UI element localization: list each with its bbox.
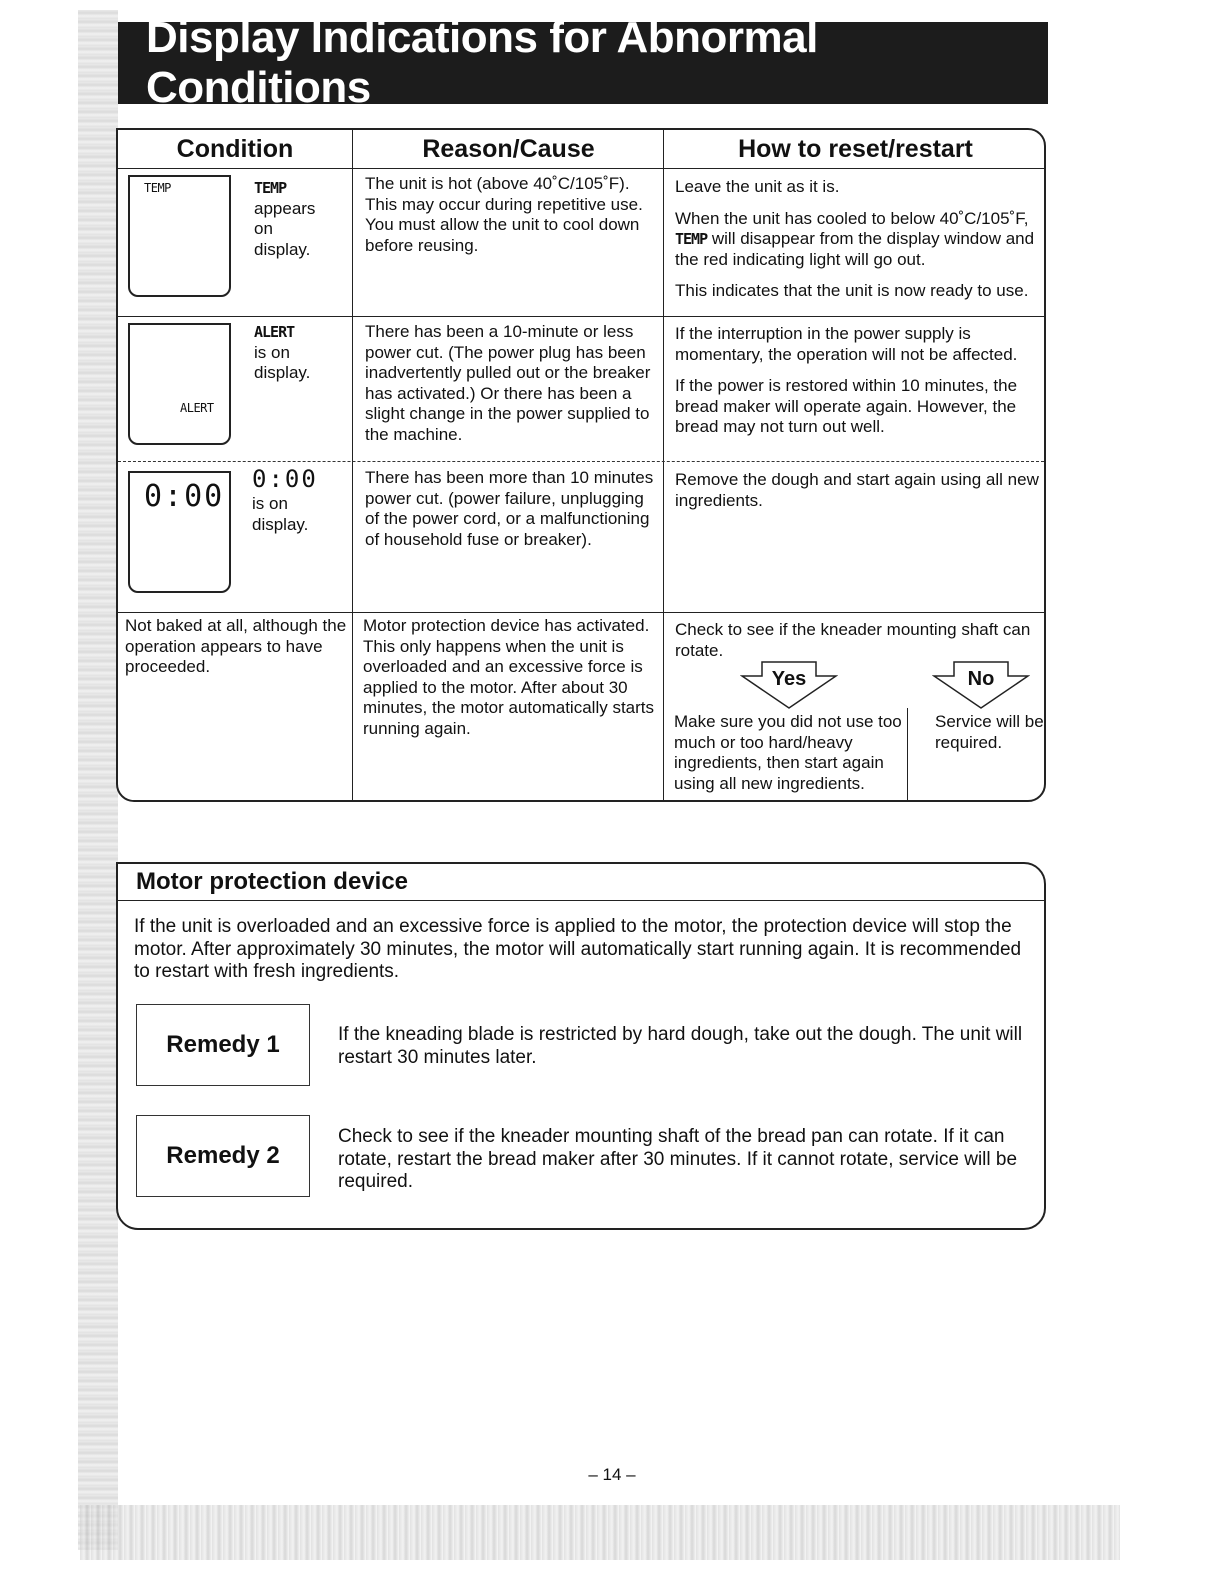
temp-reset-step: This indicates that the unit is now ready to use. bbox=[675, 281, 1029, 300]
column-divider bbox=[663, 130, 664, 800]
alert-display-tag: ALERT bbox=[180, 401, 214, 415]
alert-reset-step: If the power is restored within 10 minutes, the bread maker will operate again. However, the bread may not turn out well. bbox=[675, 376, 1018, 436]
scan-edge-shading bbox=[78, 10, 118, 1550]
abnormal-conditions-table bbox=[116, 128, 1046, 802]
no-text: Service will be required. bbox=[935, 712, 1044, 752]
zero-reset: Remove the dough and start again using all new ingredients. bbox=[675, 470, 1039, 510]
zero-label-line: display. bbox=[252, 514, 309, 534]
temp-reset bbox=[675, 177, 1041, 313]
alert-label-line: display. bbox=[254, 363, 311, 382]
remedy-1-text: If the kneading blade is restricted by hard dough, take out the dough. The unit will restart 30 minutes later. bbox=[338, 1024, 1023, 1068]
page-title: Display Indications for Abnormal Conditions bbox=[146, 13, 818, 112]
temp-tag: TEMP bbox=[254, 179, 287, 197]
temp-reset-step: When the unit has cooled to below 40˚C/105˚F, TEMP will disappear from the display window and the red indicating light will go out. bbox=[675, 208, 1035, 269]
page-number: – 14 – bbox=[588, 1465, 636, 1484]
header-condition: Condition bbox=[176, 134, 294, 163]
no-label: No bbox=[967, 668, 995, 690]
display-window-temp bbox=[128, 175, 231, 297]
temp-display-tag: TEMP bbox=[144, 181, 171, 195]
yes-no-divider bbox=[907, 708, 908, 802]
zero-label-line: is on bbox=[252, 494, 288, 513]
remedy-1-label: Remedy 1 bbox=[136, 1004, 310, 1086]
display-window-alert bbox=[128, 323, 231, 445]
no-arrow bbox=[932, 660, 1030, 710]
yes-text: Make sure you did not use too much or too hard/heavy ingredients, then start again using all new ingredients. bbox=[674, 712, 902, 793]
alert-reset-step: If the interruption in the power supply is momentary, the operation will not be affected. bbox=[675, 324, 1018, 364]
alert-reset bbox=[675, 324, 1041, 449]
motor-reset-intro: Check to see if the kneader mounting shaft can rotate. bbox=[675, 620, 1031, 660]
temp-label-line: display. bbox=[254, 239, 311, 259]
zero-condition-label bbox=[252, 464, 350, 535]
header-reason: Reason/Cause bbox=[422, 134, 595, 163]
alert-label-line: is on bbox=[254, 342, 290, 362]
motor-reason: Motor protection device has activated. This only happens when the unit is overloaded and an excessive force is applied to the motor. After about 30 minutes, the motor automatically starts running again. bbox=[363, 616, 655, 738]
header-rule bbox=[118, 168, 1044, 169]
temp-label-line: on bbox=[254, 219, 273, 238]
temp-reason: The unit is hot (above 40˚C/105˚F). This may occur during repetitive use. You must allow the unit to cool down before reusing. bbox=[365, 174, 643, 255]
alert-condition-label bbox=[254, 322, 348, 384]
temp-condition-label bbox=[254, 178, 348, 260]
column-divider bbox=[352, 130, 353, 800]
scan-bottom-shading bbox=[80, 1505, 1120, 1560]
zero-display-digits: 0:00 bbox=[144, 479, 225, 514]
zero-digits: 0:00 bbox=[252, 465, 318, 493]
temp-reset-step: Leave the unit as it is. bbox=[675, 177, 840, 196]
motor-protection-title: Motor protection device bbox=[136, 868, 409, 895]
remedy-2-text: Check to see if the kneader mounting shaft of the bread pan can rotate. If it can rotate, restart the bread maker after 30 minutes. If it cannot rotate, service will be required. bbox=[338, 1126, 1018, 1192]
remedy-2-label: Remedy 2 bbox=[136, 1115, 310, 1197]
row-rule bbox=[118, 612, 1044, 613]
alert-reason: There has been a 10-minute or less power cut. (The power plug has been inadvertently pulled out or the breaker has activated.) Or there has been a slight change in the power supplied to the machine. bbox=[365, 322, 651, 444]
yes-label: Yes bbox=[771, 668, 807, 690]
page-title-banner bbox=[118, 13, 1048, 112]
zero-reason: There has been more than 10 minutes power cut. (power failure, unplugging of the power cord, or a malfunctioning of household fuse or breaker). bbox=[365, 468, 654, 549]
motor-protection-intro: If the unit is overloaded and an excessive force is applied to the motor, the protection device will stop the motor. After approximately 30 minutes, the motor will automatically start running again. It is recommended to restart with fresh ingredients. bbox=[134, 916, 1022, 982]
motor-protection-title-rule bbox=[118, 900, 1044, 901]
alert-tag: ALERT bbox=[254, 323, 295, 341]
row-rule bbox=[118, 316, 1044, 317]
header-reset: How to reset/restart bbox=[738, 134, 973, 163]
row-rule-dashed bbox=[118, 461, 1044, 462]
temp-label-line: appears bbox=[254, 198, 316, 218]
display-window-zero bbox=[128, 471, 231, 593]
motor-protection-box bbox=[116, 862, 1046, 1230]
motor-condition: Not baked at all, although the operation appears to have proceeded. bbox=[125, 616, 347, 676]
yes-arrow bbox=[740, 660, 838, 710]
